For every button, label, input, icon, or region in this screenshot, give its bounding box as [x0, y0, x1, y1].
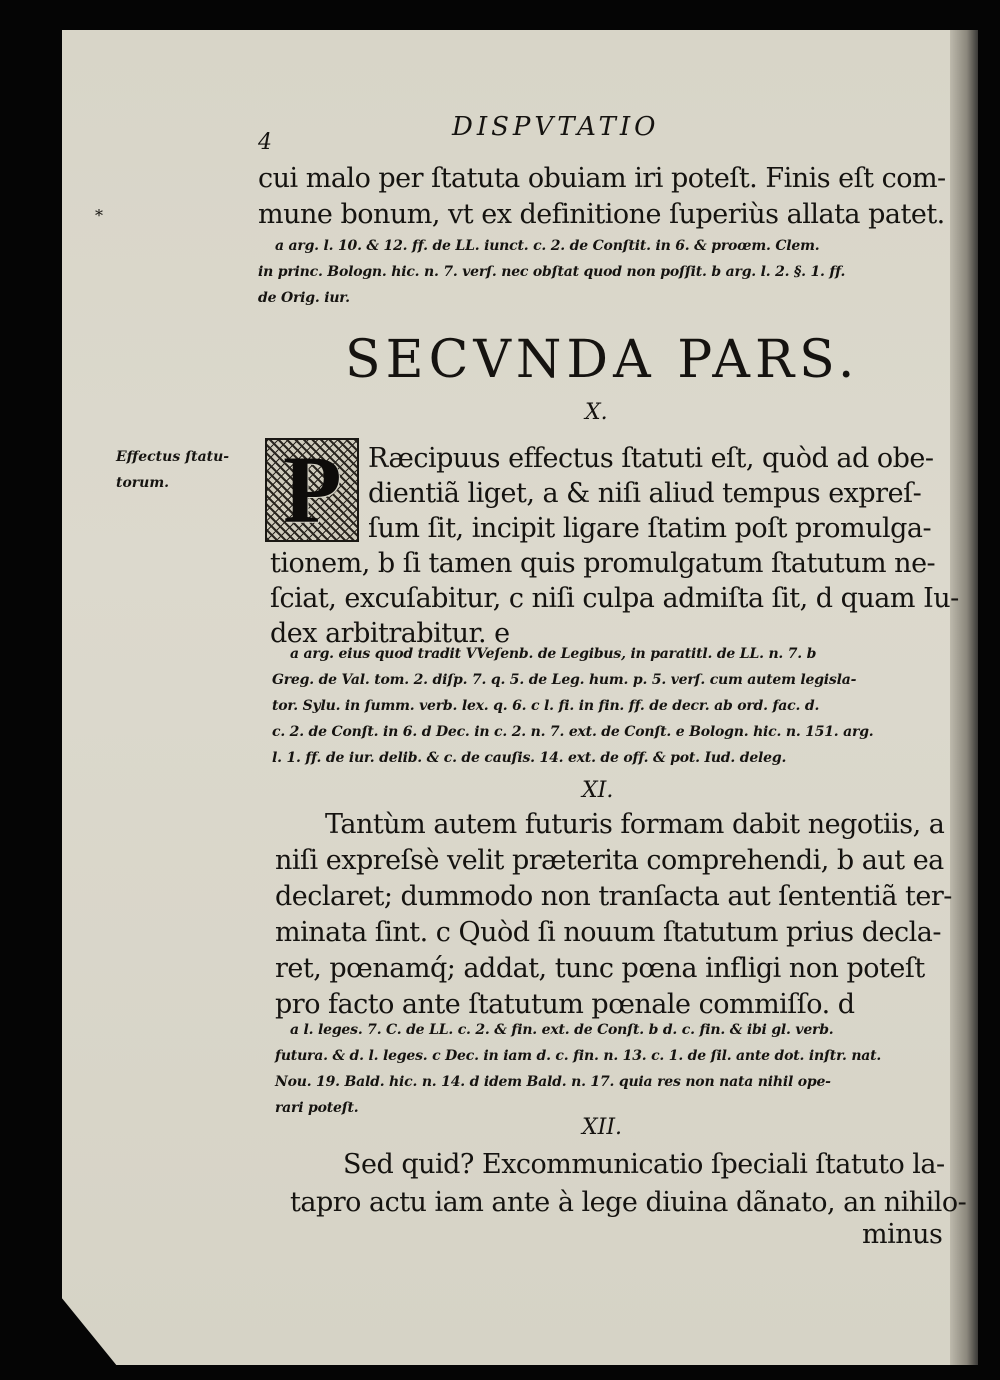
drop-cap-letter: P: [283, 436, 342, 543]
footnote-line: a l. leges. 7. C. de LL. c. 2. & fin. ext. de Conſt. b d. c. fin. & ibi gl. verb.: [290, 1022, 834, 1038]
running-title: DISPVTATIO: [452, 112, 660, 142]
paragraph-line: minata ſint. c Quòd ſi nouum ſtatutum prius decla-: [275, 917, 941, 948]
paragraph-line: niſi expreſsè velit præterita comprehendi, b aut ea: [275, 845, 944, 876]
footnote-line: de Orig. iur.: [258, 290, 350, 306]
footnote-line: a arg. l. 10. & 12. ff. de LL. iunct. c. 2. de Conſtit. in 6. & proœm. Clem.: [275, 238, 820, 254]
paragraph-line: Ræcipuus effectus ſtatuti eſt, quòd ad obe-: [368, 443, 934, 474]
book-spine-shadow: [950, 30, 978, 1365]
paragraph-line: ſciat, excuſabitur, c niſi culpa admiſta ſit, d quam Iu-: [270, 583, 959, 614]
catchword: minus: [862, 1219, 943, 1250]
footnote-line: tor. Sylu. in ſumm. verb. lex. q. 6. c l. fi. in fin. ff. de decr. ab ord. fac. d.: [272, 698, 820, 714]
ornamental-drop-cap: [265, 438, 359, 542]
paragraph-line: Sed quid? Excommunicatio ſpeciali ſtatuto la-: [343, 1149, 945, 1180]
footnote-line: rari poteſt.: [275, 1100, 359, 1116]
footnote-line: in princ. Bologn. hic. n. 7. verſ. nec obſtat quod non poſſit. b arg. l. 2. §. 1. ff.: [258, 264, 846, 280]
paragraph-line: dex arbitrabitur. e: [270, 618, 510, 649]
footnote-line: Greg. de Val. tom. 2. diſp. 7. q. 5. de Leg. hum. p. 5. verſ. cum autem legisla-: [272, 672, 857, 688]
margin-note: [116, 444, 229, 496]
paragraph-line: ret, pœnamq́; addat, tunc pœna infligi non poteſt: [275, 953, 925, 984]
section-number-xii: XII.: [582, 1115, 623, 1140]
paragraph-line: dientiã liget, a & niſi aliud tempus expreſ-: [368, 478, 922, 509]
paragraph-line: ſum ſit, incipit ligare ſtatim poſt promulga-: [368, 513, 932, 544]
margin-note-line: torum.: [116, 475, 170, 491]
section-heading: SECVNDA PARS.: [345, 330, 860, 390]
paragraph-line: tionem, b ſi tamen quis promulgatum ſtatutum ne-: [270, 548, 936, 579]
paragraph-line: tapro actu iam ante à lege diuina dãnato, an nihilo-: [290, 1187, 967, 1218]
footnote-line: futura. & d. l. leges. c Dec. in iam d. c. fin. n. 13. c. 1. de ſil. ante dot. inſtr. nat.: [275, 1048, 882, 1064]
footnote-line: a arg. eius quod tradit VVeſenb. de Legibus, in paratitl. de LL. n. 7. b: [290, 646, 817, 662]
paragraph-line: declaret; dummodo non tranſacta aut ſententiã ter-: [275, 881, 952, 912]
paragraph-line: pro facto ante ſtatutum pœnale commiſſo. d: [275, 989, 855, 1020]
section-number-xi: XI.: [582, 778, 614, 803]
section-number-x: X.: [585, 400, 608, 425]
footnote-line: l. 1. ff. de iur. delib. & c. de cauſis. 14. ext. de off. & pot. Iud. deleg.: [272, 750, 787, 766]
margin-asterisk: *: [95, 206, 103, 225]
page-number: 4: [258, 130, 272, 155]
footnote-line: Nou. 19. Bald. hic. n. 14. d idem Bald. n. 17. quia res non nata nihil ope-: [275, 1074, 831, 1090]
footnote-line: c. 2. de Conſt. in 6. d Dec. in c. 2. n. 7. ext. de Conſt. e Bologn. hic. n. 151. arg.: [272, 724, 874, 740]
margin-note-line: Effectus ſtatu-: [116, 449, 230, 465]
paragraph-line: Tantùm autem futuris formam dabit negotiis, a: [325, 809, 945, 840]
intro-line: mune bonum, vt ex definitione ſuperiùs allata patet.: [258, 199, 945, 230]
intro-line: cui malo per ſtatuta obuiam iri poteſt. Finis eſt com-: [258, 163, 946, 194]
